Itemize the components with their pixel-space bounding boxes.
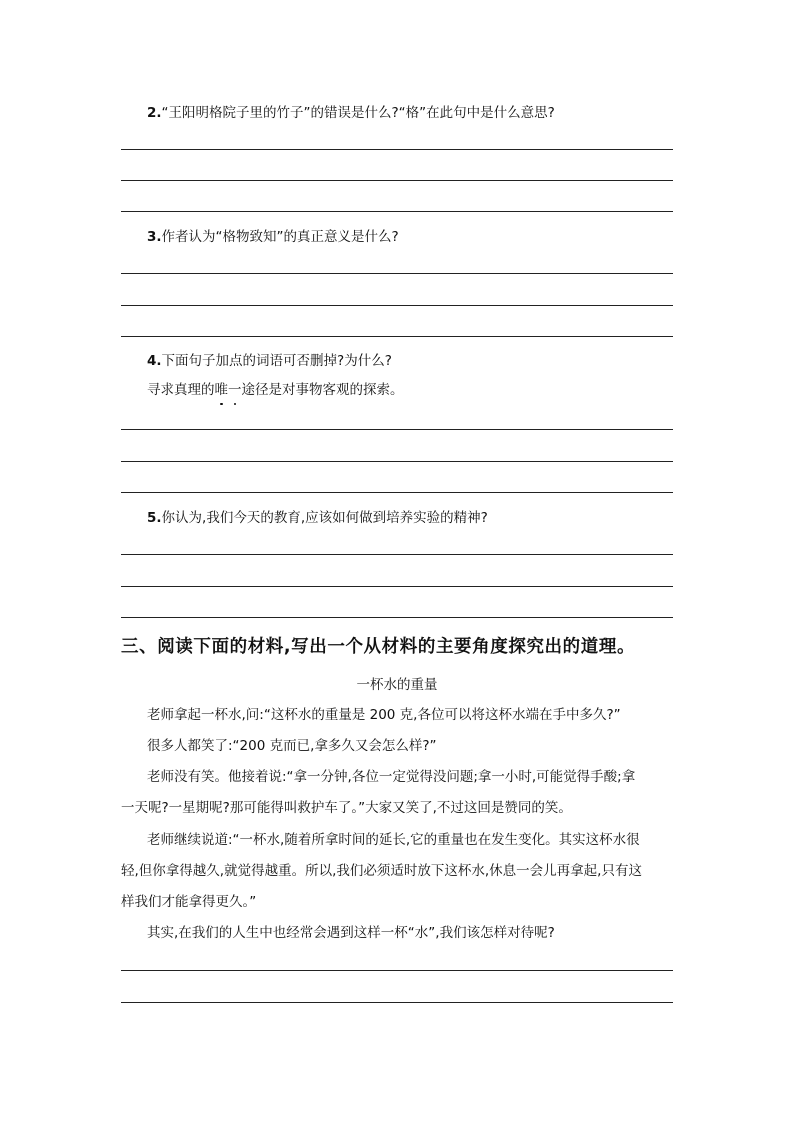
question-number: 5.	[147, 510, 162, 526]
story-paragraph: 老师没有笑。他接着说:“拿一分钟,各位一定觉得没问题;拿一小时,可能觉得手酸;拿	[147, 769, 636, 785]
question-text: “王阳明格院子里的竹子”的错误是什么?“格”在此句中是什么意思?	[161, 105, 555, 121]
story-paragraph-continued: 一天呢?一星期呢?那可能得叫救护车了。”大家又笑了,不过这回是赞同的笑。	[121, 800, 572, 816]
question-5	[147, 508, 488, 528]
question-4-sentence	[147, 380, 404, 400]
story-paragraph-continued: 轻,但你拿得越久,就觉得越重。所以,我们必须适时放下这杯水,休息一会儿再拿起,只有这	[121, 863, 642, 879]
answer-line[interactable]	[121, 180, 673, 181]
answer-line[interactable]	[121, 1002, 673, 1003]
question-number: 3.	[147, 229, 162, 245]
answer-line[interactable]	[121, 586, 673, 587]
sentence-start: 寻求真理的	[147, 382, 215, 398]
answer-line[interactable]	[121, 429, 673, 430]
story-paragraph: 很多人都笑了:“200 克而已,拿多久又会怎么样?”	[147, 738, 437, 754]
question-2	[147, 103, 555, 123]
sentence-end: 途径是对事物客观的探索。	[241, 382, 404, 398]
answer-line[interactable]	[121, 970, 673, 971]
question-text: 下面句子加点的词语可否删掉?为什么?	[161, 353, 392, 369]
story-title: 一杯水的重量	[356, 677, 438, 693]
question-number: 4.	[147, 353, 162, 369]
answer-line[interactable]	[121, 617, 673, 618]
question-text: 你认为,我们今天的教育,应该如何做到培养实验的精神?	[161, 510, 488, 526]
answer-line[interactable]	[121, 273, 673, 274]
question-4	[147, 351, 392, 371]
answer-line[interactable]	[121, 492, 673, 493]
answer-line[interactable]	[121, 211, 673, 212]
question-text: 作者认为“格物致知”的真正意义是什么?	[161, 229, 399, 245]
story-question: 其实,在我们的人生中也经常会遇到这样一杯“水”,我们该怎样对待呢?	[147, 925, 555, 941]
answer-line[interactable]	[121, 305, 673, 306]
question-3	[147, 227, 399, 247]
answer-line[interactable]	[121, 554, 673, 555]
answer-line[interactable]	[121, 149, 673, 150]
question-number: 2.	[147, 105, 162, 121]
answer-line[interactable]	[121, 461, 673, 462]
story-paragraph-continued: 样我们才能拿得更久。”	[121, 894, 257, 910]
answer-line[interactable]	[121, 336, 673, 337]
section-heading: 三、阅读下面的材料,写出一个从材料的主要角度探究出的道理。	[121, 637, 636, 657]
dotted-word-char: 一	[228, 382, 242, 398]
story-paragraph: 老师拿起一杯水,问:“这杯水的重量是 200 克,各位可以将这杯水端在手中多久?”	[147, 707, 621, 723]
dotted-word-char: 唯	[214, 382, 228, 398]
story-paragraph: 老师继续说道:“一杯水,随着所拿时间的延长,它的重量也在发生变化。其实这杯水很	[147, 832, 640, 848]
